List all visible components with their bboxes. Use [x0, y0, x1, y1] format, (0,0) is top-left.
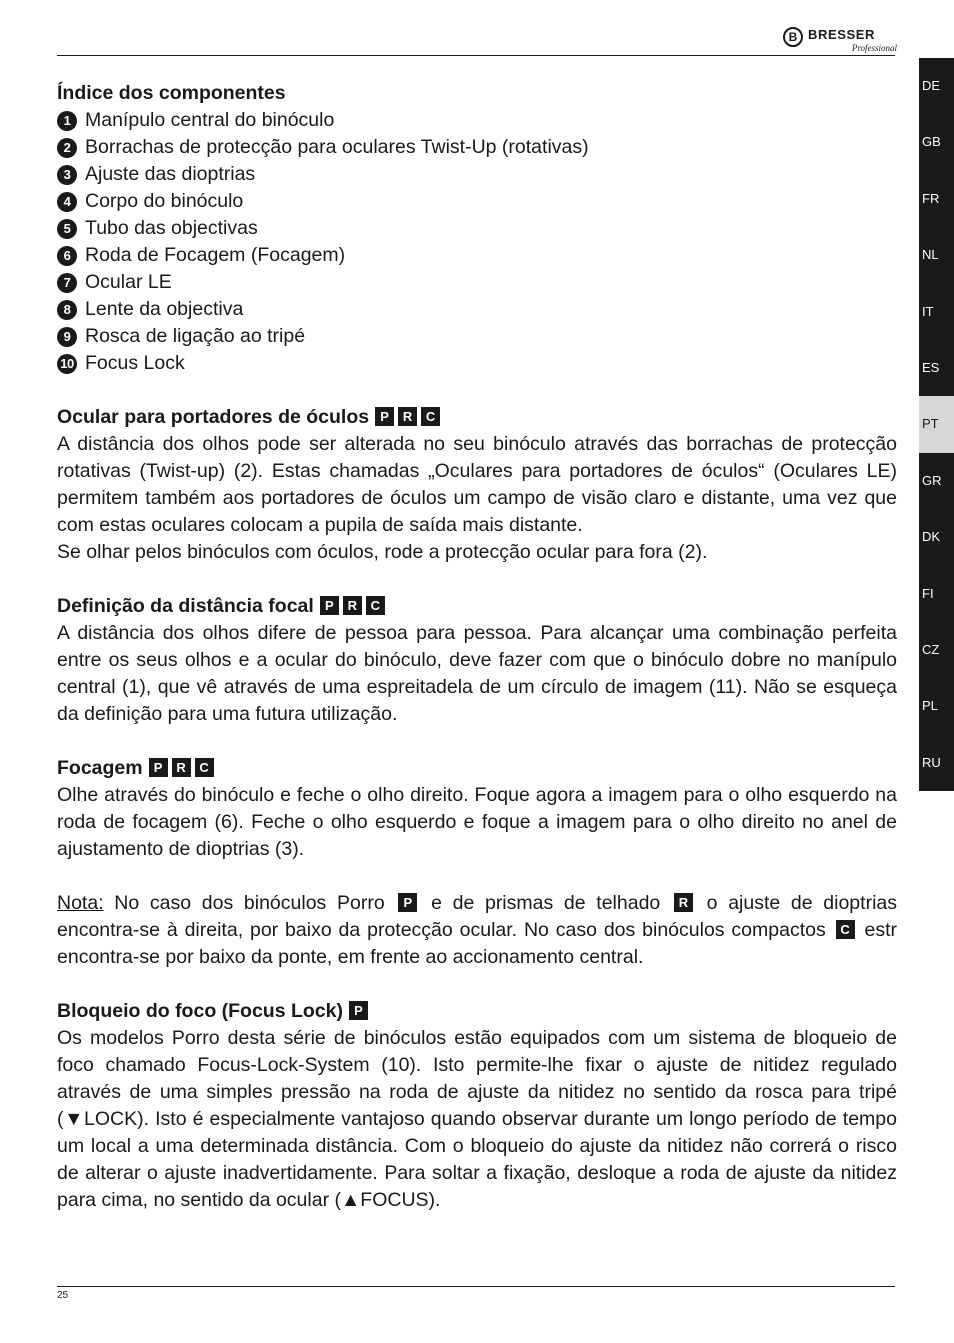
- section-paragraph: Os modelos Porro desta série de binóculos estão equipados com um sistema de bloqueio de foco chamado Focus-Lock-System (10). Isto permite-lhe fixar o ajuste de nitidez regulado através de uma simples pressão na roda de ajuste da nitidez no sentido da rosca para tripé (▼LOCK). Isto é especialmente vantajoso quando observar durante um longo período de tempo um local a uma determinada distância. Com o bloqueio do ajuste da nitidez não correrá o risco de alterar o ajuste inadvertidamente. Para soltar a fixação, desloque a roda de ajuste da nitidez para cima, no sentido da ocular (▲FOCUS).: [57, 1027, 897, 1211]
- index-label: Tubo das objectivas: [85, 217, 258, 239]
- lang-tab-es[interactable]: ES: [922, 359, 940, 375]
- section-note: [57, 890, 897, 971]
- section-title: [57, 755, 897, 782]
- lang-tab-ru[interactable]: RU: [922, 754, 941, 770]
- index-label: Manípulo central do binóculo: [85, 109, 335, 131]
- note-text: o ajuste de dioptrias encontra-se à direita, por baixo da protecção ocular. No caso dos binóculos compactos: [57, 892, 897, 941]
- index-item: [57, 269, 897, 296]
- index-label: Ocular LE: [85, 271, 172, 293]
- note-text: estr encontra-se por baixo da ponte, em frente ao accionamento central.: [57, 919, 898, 968]
- index-number: 3: [57, 165, 77, 185]
- index-number: 9: [57, 327, 77, 347]
- index-item: [57, 242, 897, 269]
- index-number: 8: [57, 300, 77, 320]
- index-item: [57, 296, 897, 323]
- index-item: [57, 323, 897, 350]
- index-item: [57, 107, 897, 134]
- lang-tab-de[interactable]: DE: [922, 78, 941, 93]
- brand-logo: [783, 24, 897, 54]
- brand-name: BRESSER: [808, 27, 876, 42]
- section-title-text: Bloqueio do foco (Focus Lock): [57, 1000, 343, 1022]
- section-title-text: Ocular para portadores de óculos: [57, 406, 370, 428]
- roof-prism-badge: R: [674, 893, 693, 912]
- index-label: Corpo do binóculo: [85, 190, 244, 212]
- lang-tab-pt[interactable]: PT: [919, 396, 954, 452]
- page-content: [57, 80, 897, 1214]
- component-index: [57, 80, 897, 377]
- note-text: No caso dos binóculos Porro: [114, 892, 385, 914]
- note-text: e de prismas de telhado: [431, 892, 661, 914]
- porro-badge: P: [375, 407, 394, 426]
- section-focal-distance: [57, 593, 897, 728]
- section-title-text: Definição da distância focal: [57, 595, 314, 617]
- section-paragraph: A distância dos olhos pode ser alterada no seu binóculo através das borrachas de protecção rotativas (Twist-up) (2). Estas chamadas „Oculares para portadores de óculos“ (Oculares LE) permitem também aos portadores de óculos um campo de visão claro e distante, uma vez que com estas oculares colocam a pupila de saída mais distante.: [57, 433, 897, 536]
- compact-badge: C: [195, 758, 214, 777]
- roof-prism-badge: R: [172, 758, 191, 777]
- index-item: [57, 188, 897, 215]
- section-title-text: Focagem: [57, 757, 143, 779]
- section-eyeglasses: [57, 404, 897, 566]
- lang-tab-cz[interactable]: CZ: [922, 641, 940, 657]
- index-number: 5: [57, 219, 77, 239]
- index-label: Ajuste das dioptrias: [85, 163, 256, 185]
- section-paragraph: Olhe através do binóculo e feche o olho direito. Foque agora a imagem para o olho esquerdo na roda de focagem (6). Feche o olho esquerdo e foque a imagem para o olho direito no anel de ajustamento de dioptrias (3).: [57, 784, 897, 860]
- spacer: [57, 728, 897, 755]
- index-number: 4: [57, 192, 77, 212]
- lang-tab-gb[interactable]: GB: [922, 134, 941, 150]
- index-label: Roda de Focagem (Focagem): [85, 244, 346, 266]
- lang-tab-gr[interactable]: GR: [922, 472, 942, 488]
- porro-badge: P: [320, 596, 339, 615]
- note-paragraph: [57, 890, 897, 971]
- header-rule: [57, 55, 895, 56]
- index-label: Focus Lock: [85, 352, 185, 374]
- index-number: 2: [57, 138, 77, 158]
- index-item: [57, 350, 897, 377]
- section-focus: [57, 755, 897, 863]
- brand-subtitle: Professional: [851, 43, 897, 53]
- section-title: [57, 998, 897, 1025]
- footer-rule: [57, 1286, 895, 1287]
- porro-badge: P: [149, 758, 168, 777]
- roof-prism-badge: R: [398, 407, 417, 426]
- lang-tab-fi[interactable]: FI: [922, 585, 934, 601]
- spacer: [57, 377, 897, 404]
- index-item: [57, 161, 897, 188]
- index-label: Rosca de ligação ao tripé: [85, 325, 306, 347]
- language-tabs: [919, 58, 954, 791]
- porro-badge: P: [398, 893, 417, 912]
- section-focus-lock: [57, 998, 897, 1214]
- compact-badge: C: [421, 407, 440, 426]
- index-item: [57, 134, 897, 161]
- index-number: 7: [57, 273, 77, 293]
- lang-tab-fr[interactable]: FR: [922, 190, 940, 206]
- index-number: 10: [57, 354, 77, 374]
- section-title: [57, 404, 897, 431]
- spacer: [57, 566, 897, 593]
- spacer: [57, 971, 897, 998]
- section-paragraph: Se olhar pelos binóculos com óculos, rode a protecção ocular para fora (2).: [57, 541, 708, 563]
- section-paragraph: A distância dos olhos difere de pessoa para pessoa. Para alcançar uma combinação perfeita entre os seus olhos e a ocular do binóculo, deve fazer com que o binóculo dobre no manípulo central (1), que vê através de uma espreitadela de um círculo de imagem (11). Não se esqueça da definição para uma futura utilização.: [57, 622, 897, 725]
- index-title: Índice dos componentes: [57, 82, 286, 104]
- brand-logo-mark: [783, 27, 803, 47]
- note-label: Nota:: [57, 892, 104, 914]
- index-number: 1: [57, 111, 77, 131]
- section-title: [57, 593, 897, 620]
- compact-badge: C: [366, 596, 385, 615]
- lang-tab-nl[interactable]: NL: [922, 247, 939, 263]
- index-label: Borrachas de protecção para oculares Twist-Up (rotativas): [85, 136, 589, 158]
- spacer: [57, 863, 897, 890]
- porro-badge: P: [349, 1001, 368, 1020]
- roof-prism-badge: R: [343, 596, 362, 615]
- lang-tab-dk[interactable]: DK: [922, 529, 941, 545]
- index-number: 6: [57, 246, 77, 266]
- compact-badge: C: [836, 920, 855, 939]
- page-number: 25: [57, 1290, 69, 1301]
- lang-tab-it[interactable]: IT: [922, 303, 934, 319]
- index-label: Lente da objectiva: [85, 298, 244, 320]
- index-item: [57, 215, 897, 242]
- lang-tab-pl[interactable]: PL: [922, 698, 938, 714]
